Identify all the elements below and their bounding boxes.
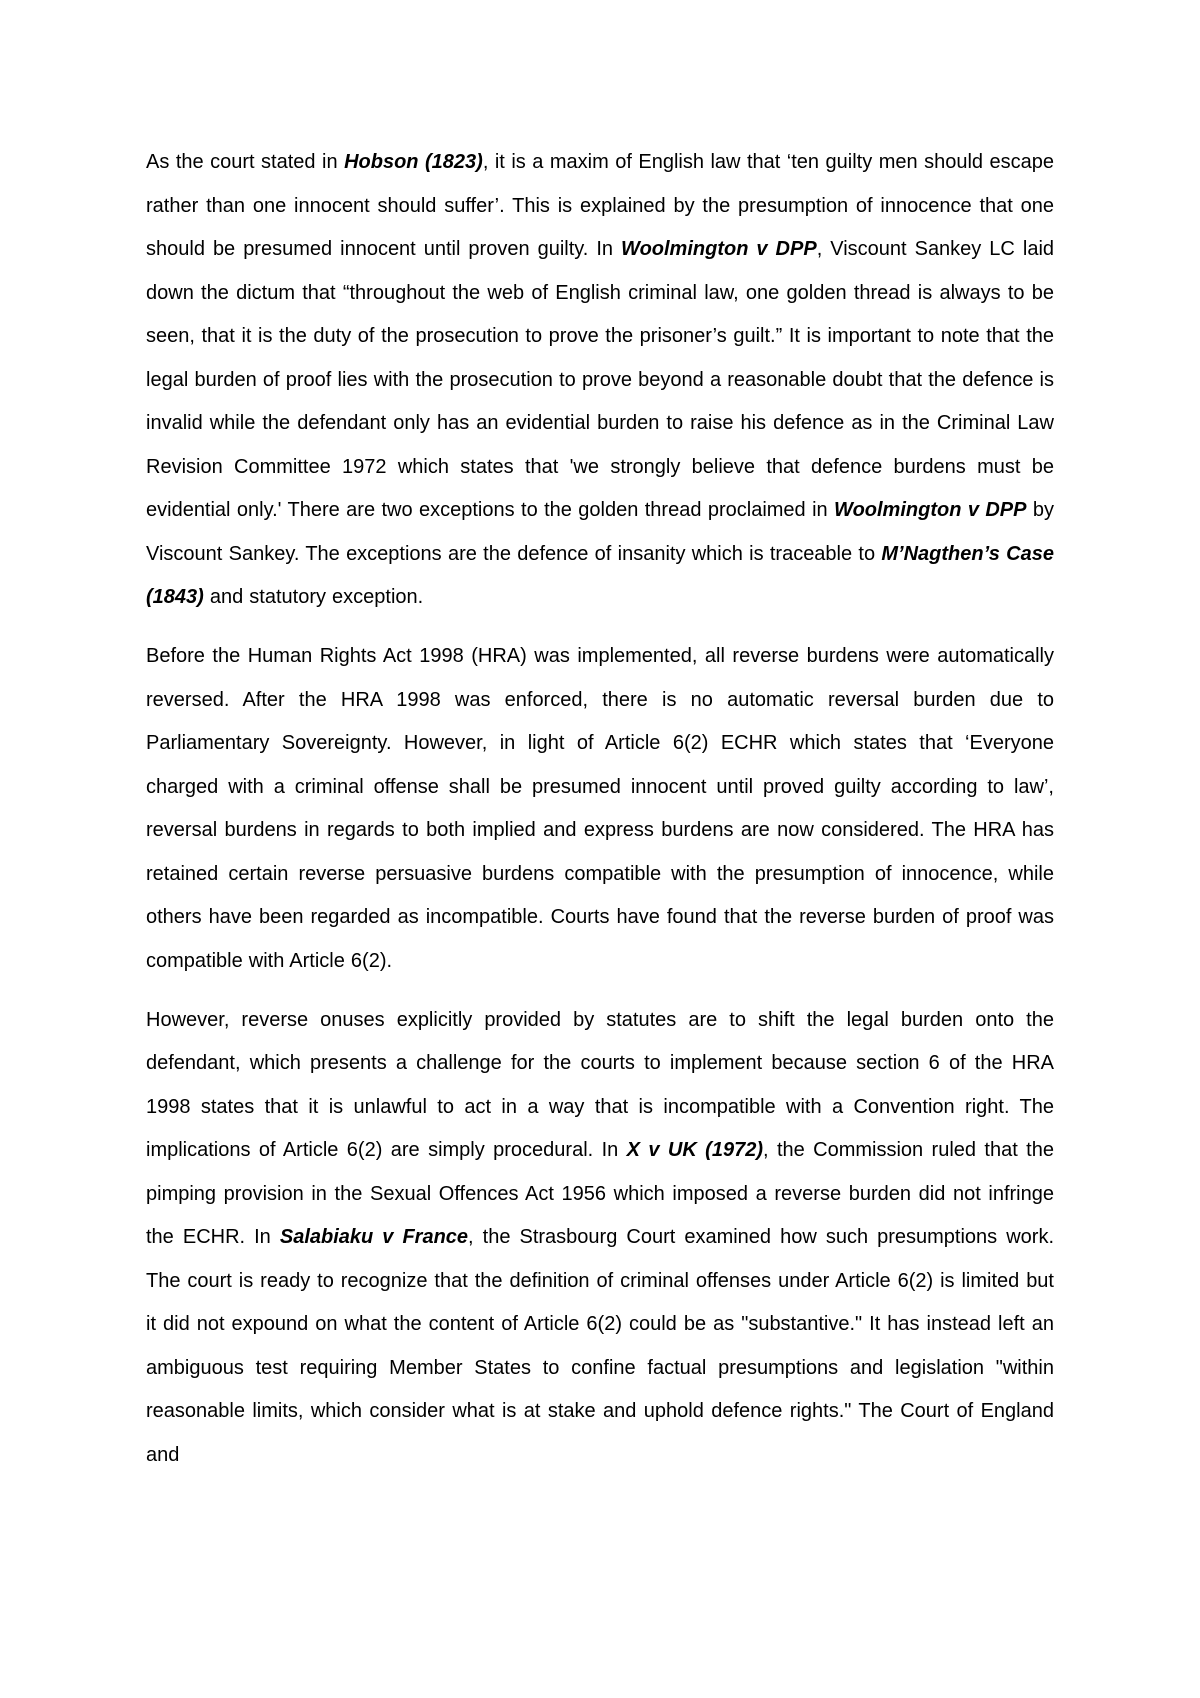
case-citation: X v UK (1972): [626, 1139, 763, 1161]
case-citation: Woolmington v DPP: [621, 238, 817, 260]
text-run: by Viscount Sankey. The exceptions are the defence of insanity which is traceable to: [146, 499, 1054, 565]
case-citation: Salabiaku v France: [279, 1226, 469, 1248]
paragraph-reverse-onuses-statutes: [146, 999, 1054, 1478]
text-run: , Viscount Sankey LC laid down the dictum that “throughout the web of English criminal law, one golden thread is always to be seen, that it is the duty of the prosecution to prove the prisoner’s guilt.” It is important to note that the legal burden of proof lies with the prosecution to prove beyond a reasonable doubt that the defence is invalid while the defendant only has an evidential burden to raise his defence as in the Criminal Law Revision Committee 1972 which states that 'we strongly believe that defence burdens must be evidential only.' There are two exceptions to the golden thread proclaimed in: [146, 238, 1055, 521]
case-citation: Woolmington v DPP: [834, 499, 1027, 521]
text-run: and statutory exception.: [203, 586, 424, 608]
text-run: , the Commission ruled that the pimping provision in the Sexual Offences Act 1956 which imposed a reverse burden did not infringe the ECHR. In: [146, 1139, 1054, 1248]
text-run: , it is a maxim of English law that ‘ten guilty men should escape rather than one innocent should suffer’. This is explained by the presumption of innocence that one should be presumed innocent until proven guilty. In: [146, 151, 1054, 260]
text-run: , the Strasbourg Court examined how such presumptions work. The court is ready to recognize that the definition of criminal offenses under Article 6(2) is limited but it did not expound on what the content of Article 6(2) could be as "substantive." It has instead left an ambiguous test requiring Member States to confine factual presumptions and legislation "within reasonable limits, which consider what is at stake and uphold defence rights." The Court of England and: [146, 1226, 1055, 1466]
text-run: As the court stated in: [146, 151, 345, 173]
paragraph-presumption-of-innocence: [146, 141, 1054, 620]
case-citation: Hobson (1823): [344, 151, 483, 173]
case-citation: M’Nagthen’s Case (1843): [146, 542, 1054, 608]
paragraph-hra-reverse-burdens: [146, 635, 1054, 983]
text-run: However, reverse onuses explicitly provided by statutes are to shift the legal burden onto the defendant, which presents a challenge for the courts to implement because section 6 of the HRA 1998 states that it is unlawful to act in a way that is incompatible with a Convention right. The implications of Article 6(2) are simply procedural. In: [146, 1008, 1054, 1161]
text-run: Before the Human Rights Act 1998 (HRA) was implemented, all reverse burdens were automatically reversed. After the HRA 1998 was enforced, there is no automatic reversal burden due to Parliamentary Sovereignty. However, in light of Article 6(2) ECHR which states that ‘Everyone charged with a criminal offense shall be presumed innocent until proved guilty according to law’, reversal burdens in regards to both implied and express burdens are now considered. The HRA has retained certain reverse persuasive burdens compatible with the presumption of innocence, while others have been regarded as incompatible. Courts have found that the reverse burden of proof was compatible with Article 6(2).: [146, 645, 1054, 972]
